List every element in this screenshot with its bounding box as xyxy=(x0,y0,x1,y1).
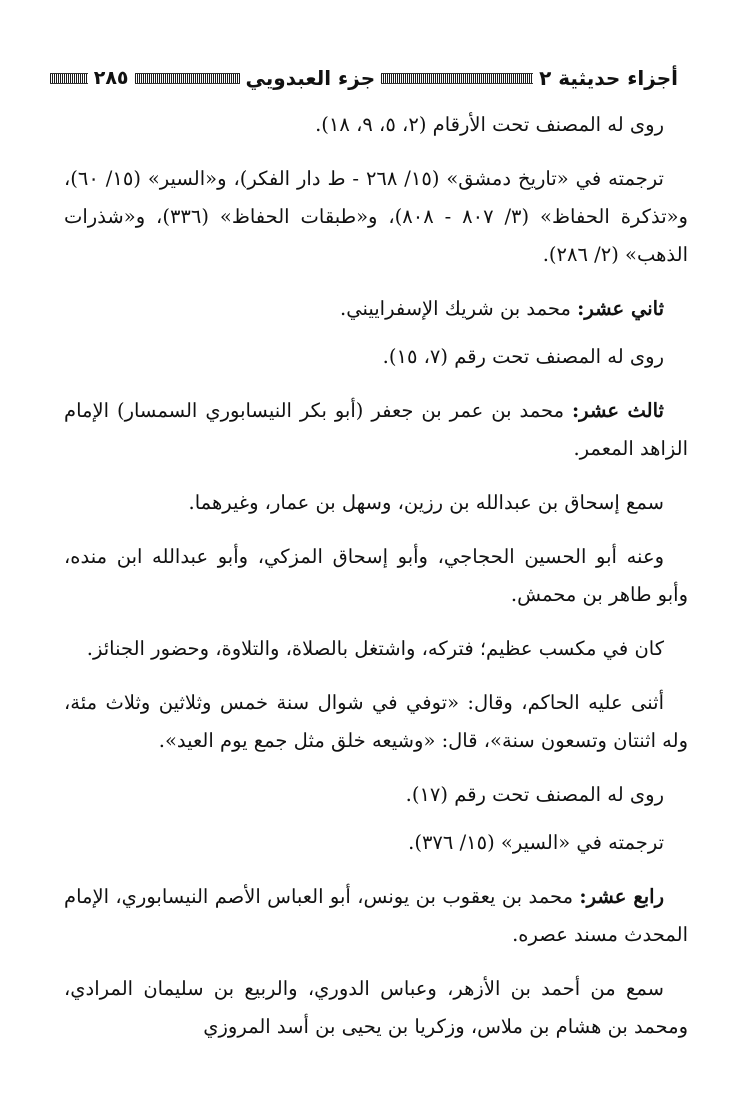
header-rule xyxy=(50,73,88,84)
paragraph-text: سمع من أحمد بن الأزهر، وعباس الدوري، والربيع بن سليمان المرادي، ومحمد بن هشام بن ملاس، وزكريا بن يحيى بن أسد المروزي xyxy=(64,977,688,1038)
header-rule xyxy=(135,73,240,84)
paragraph-text: روى له المصنف تحت رقم (٧، ١٥). xyxy=(382,345,664,368)
paragraph xyxy=(64,824,688,862)
paragraph-text: محمد بن يعقوب بن يونس، أبو العباس الأصم النيسابوري، الإمام المحدث مسند عصره. xyxy=(64,885,688,946)
paragraph-text: ترجمته في «تاريخ دمشق» (١٥/ ٢٦٨ - ط دار الفكر)، و«السير» (١٥/ ٦٠)، و«تذكرة الحفاظ» (٣/ ٨٠٧ - ٨٠٨)، و«طبقات الحفاظ» (٣٣٦)، و«شذرات الذهب» (٢/ ٢٨٦). xyxy=(64,167,688,266)
paragraph-text: أثنى عليه الحاكم، وقال: «توفي في شوال سنة خمس وثلاثين وثلاث مئة، وله اثنتان وتسعون سنة»، قال: «وشيعه خلق مثل جمع يوم العيد». xyxy=(64,691,688,752)
header-rule xyxy=(381,73,533,84)
entry-label: رابع عشر: xyxy=(579,885,665,908)
book-title: أجزاء حديثية ٢ xyxy=(539,66,678,90)
page-body xyxy=(64,106,688,1062)
paragraph-text: وعنه أبو الحسين الحجاجي، وأبو إسحاق المزكي، وأبو عبدالله ابن منده، وأبو طاهر بن محمش. xyxy=(64,545,688,606)
paragraph-text: سمع إسحاق بن عبدالله بن رزين، وسهل بن عمار، وغيرهما. xyxy=(188,491,664,514)
paragraph xyxy=(64,484,688,522)
paragraph xyxy=(64,338,688,376)
paragraph-text: محمد بن شريك الإسفراييني. xyxy=(340,297,578,320)
paragraph-text: كان في مكسب عظيم؛ فتركه، واشتغل بالصلاة، والتلاوة، وحضور الجنائز. xyxy=(86,637,664,660)
paragraph xyxy=(64,878,688,954)
page-number: ٢٨٥ xyxy=(93,66,129,89)
paragraph-text: روى له المصنف تحت رقم (١٧). xyxy=(405,783,664,806)
paragraph xyxy=(64,630,688,668)
running-header xyxy=(86,62,678,94)
paragraph xyxy=(64,392,688,468)
paragraph xyxy=(64,290,688,328)
paragraph xyxy=(64,160,688,274)
paragraph-text: محمد بن عمر بن جعفر (أبو بكر النيسابوري السمسار) الإمام الزاهد المعمر. xyxy=(64,399,688,460)
paragraph-text: روى له المصنف تحت الأرقام (٢، ٥، ٩، ١٨). xyxy=(315,113,664,136)
paragraph-text: ترجمته في «السير» (١٥/ ٣٧٦). xyxy=(408,831,664,854)
entry-label: ثالث عشر: xyxy=(571,399,664,422)
entry-label: ثاني عشر: xyxy=(577,297,664,320)
paragraph xyxy=(64,538,688,614)
paragraph xyxy=(64,106,688,144)
paragraph xyxy=(64,970,688,1046)
paragraph xyxy=(64,684,688,760)
paragraph xyxy=(64,776,688,814)
part-title: جزء العبدويي xyxy=(245,66,376,90)
